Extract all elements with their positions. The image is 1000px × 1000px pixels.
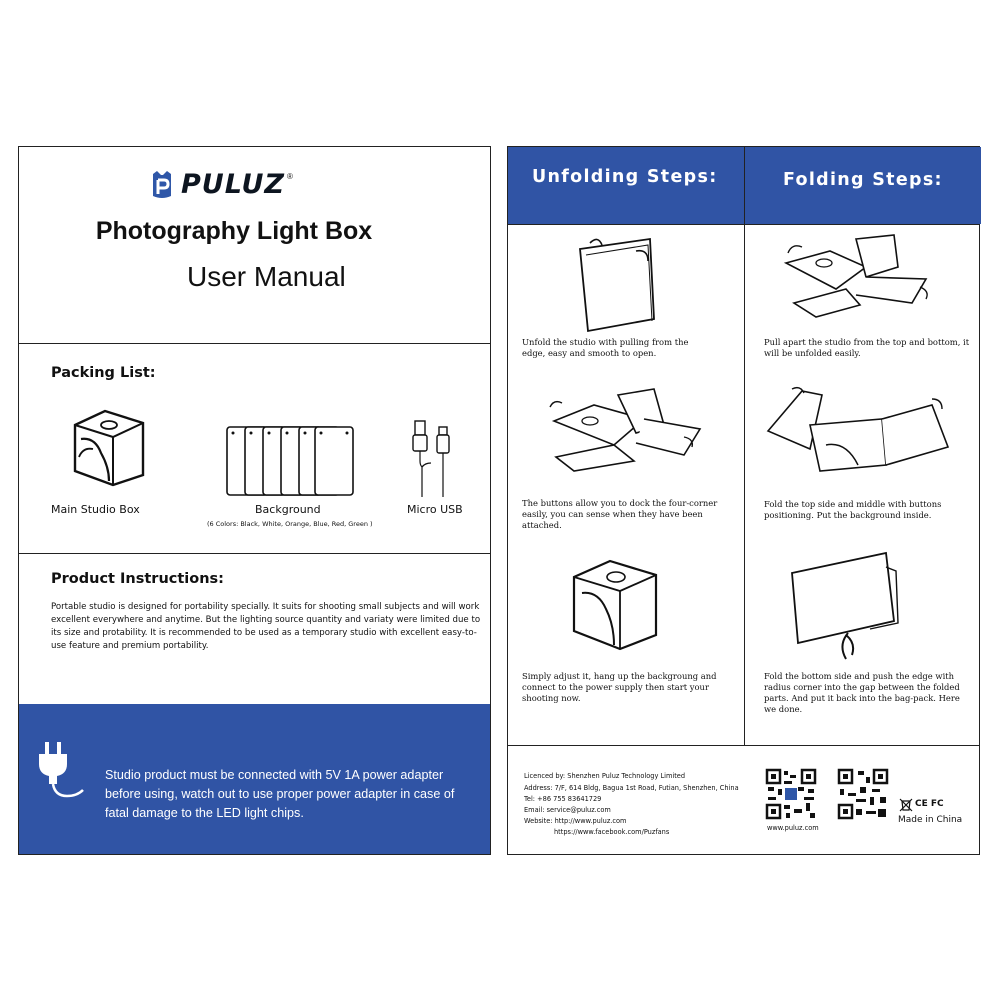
registered-mark: ® [286,172,293,181]
micro-usb-icon [411,419,455,499]
packing-item-studio-box: Main Studio Box [51,503,140,516]
footer-tel: Tel: +86 755 83641729 [524,795,602,803]
brand [149,169,293,200]
qr-caption: www.puluz.com [767,824,819,832]
brand-name: PULUZ [181,169,285,200]
footer-licenced: Licenced by: Shenzhen Puluz Technology Limited [524,772,686,780]
packing-item-micro-usb: Micro USB [407,503,463,516]
column-divider [744,147,745,746]
page-title: Photography Light Box [95,217,373,245]
puluz-logo-icon [149,170,175,200]
unfold-step-3-illustration [572,549,658,649]
unfold-step-1-text: Unfold the studio with pulling from the edge, easy and smooth to open. [522,337,689,358]
folding-heading: Folding Steps: [783,170,943,190]
warning-banner [19,704,490,854]
warning-text: Studio product must be connected with 5V 1A power adapter before using, watch out to use proper power adapter in case of fatal damage to the LED light chips. [105,768,455,820]
fold-step-3-illustration [790,551,900,663]
qr-code-icon [838,769,888,819]
weee-bin-icon [900,799,912,811]
fold-step-2-text: Fold the top side and middle with buttons positioning. Put the background inside. [764,499,942,520]
page-subtitle: User Manual [187,261,346,292]
power-plug-icon [37,742,85,798]
packing-list-heading: Packing List: [51,365,156,381]
product-instructions-heading: Product Instructions: [51,571,224,587]
unfold-step-3-text: Simply adjust it, hang up the backgroung and connect to the power supply then start your shooting now. [522,671,717,703]
product-instructions-text: Portable studio is designed for portability specially. It suits for shooting small subjects and will work excellent everywhere and anytime. But the lighting source quantity and variaty were limited due to its size and protability. It is recommended to be used as a temporary studio with excellent easy-to-use feature and premium portability. [51,602,481,651]
footer-email: Email: service@puluz.com [524,806,611,814]
divider [508,745,979,746]
fold-step-1-text: Pull apart the studio from the top and bottom, it will be unfolded easily. [764,337,970,358]
divider [19,343,490,344]
right-page [507,146,980,855]
studio-box-icon [73,401,145,485]
certification-marks: CE FC [915,799,944,809]
background-colors-note: (6 Colors: Black, White, Orange, Blue, Red, Green ) [207,520,373,528]
unfold-step-2-illustration [544,385,704,477]
unfold-step-1-illustration [568,235,668,335]
folding-header [745,147,981,224]
qr-code-icon [766,769,816,819]
unfolding-heading: Unfolding Steps: [532,167,718,187]
background-sheets-icon [225,425,355,497]
footer-website[interactable]: Website: http://www.puluz.com [524,817,627,825]
made-in: Made in China [898,815,963,825]
fold-step-2-illustration [762,385,952,477]
unfolding-header [508,147,744,224]
fold-step-3-text: Fold the bottom side and push the edge with radius corner into the gap between the folded parts. And put it back into the bag-pack. Here we done. [764,671,960,714]
fold-step-1-illustration [776,233,936,325]
footer-address: Address: 7/F, 614 Bldg, Bagua 1st Road, Futian, Shenzhen, China [524,784,739,792]
footer-facebook[interactable]: https://www.facebook.com/Puzfans [554,828,670,836]
packing-item-background: Background [255,503,321,516]
unfold-step-2-text: The buttons allow you to dock the four-corner easily, you can sense when they have been attached. [522,498,718,530]
divider [19,553,490,554]
divider [508,224,979,225]
left-page [18,146,491,855]
